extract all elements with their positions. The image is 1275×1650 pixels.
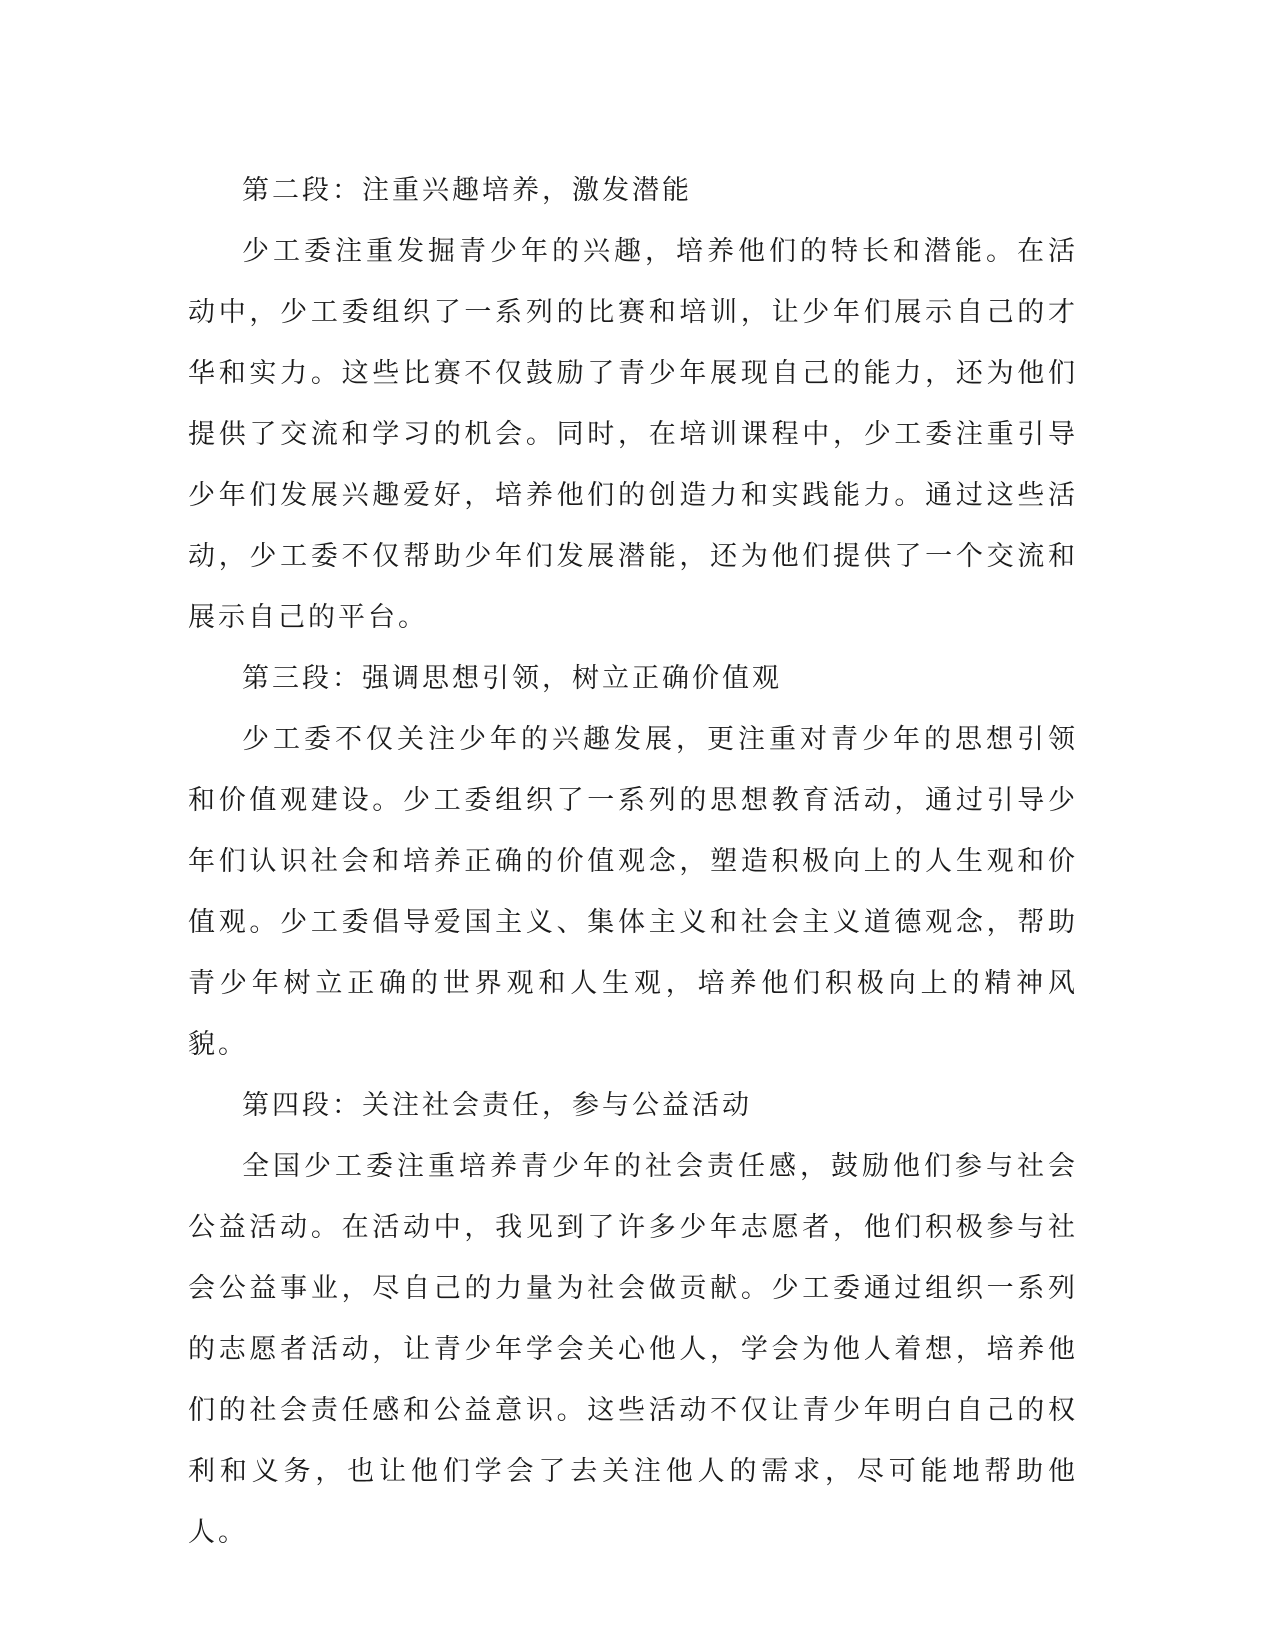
section-heading-3: 第三段：强调思想引领，树立正确价值观 (242, 663, 782, 694)
section-heading-4: 第四段：关注社会责任，参与公益活动 (242, 1090, 752, 1121)
paragraph-interest: 少工委注重发掘青少年的兴趣，培养他们的特长和潜能。在活动中，少工委组织了一系列的比赛和培训，让少年们展示自己的才华和实力。这些比赛不仅鼓励了青少年展现自己的能力，还为他们提供了交流和学习的机会。同时，在培训课程中，少工委注重引导少年们发展兴趣爱好，培养他们的创造力和实践能力。通过这些活动，少工委不仅帮助少年们发展潜能，还为他们提供了一个交流和展示自己的平台。 (188, 236, 1078, 633)
section-heading-2: 第二段：注重兴趣培养，激发潜能 (242, 175, 692, 206)
document-body (188, 160, 1078, 1563)
paragraph-values: 少工委不仅关注少年的兴趣发展，更注重对青少年的思想引领和价值观建设。少工委组织了一系列的思想教育活动，通过引导少年们认识社会和培养正确的价值观念，塑造积极向上的人生观和价值观。少工委倡导爱国主义、集体主义和社会主义道德观念，帮助青少年树立正确的世界观和人生观，培养他们积极向上的精神风貌。 (188, 724, 1078, 1060)
paragraph-social-responsibility: 全国少工委注重培养青少年的社会责任感，鼓励他们参与社会公益活动。在活动中，我见到了许多少年志愿者，他们积极参与社会公益事业，尽自己的力量为社会做贡献。少工委通过组织一系列的志愿者活动，让青少年学会关心他人，学会为他人着想，培养他们的社会责任感和公益意识。这些活动不仅让青少年明白自己的权利和义务，也让他们学会了去关注他人的需求，尽可能地帮助他人。 (188, 1151, 1078, 1548)
